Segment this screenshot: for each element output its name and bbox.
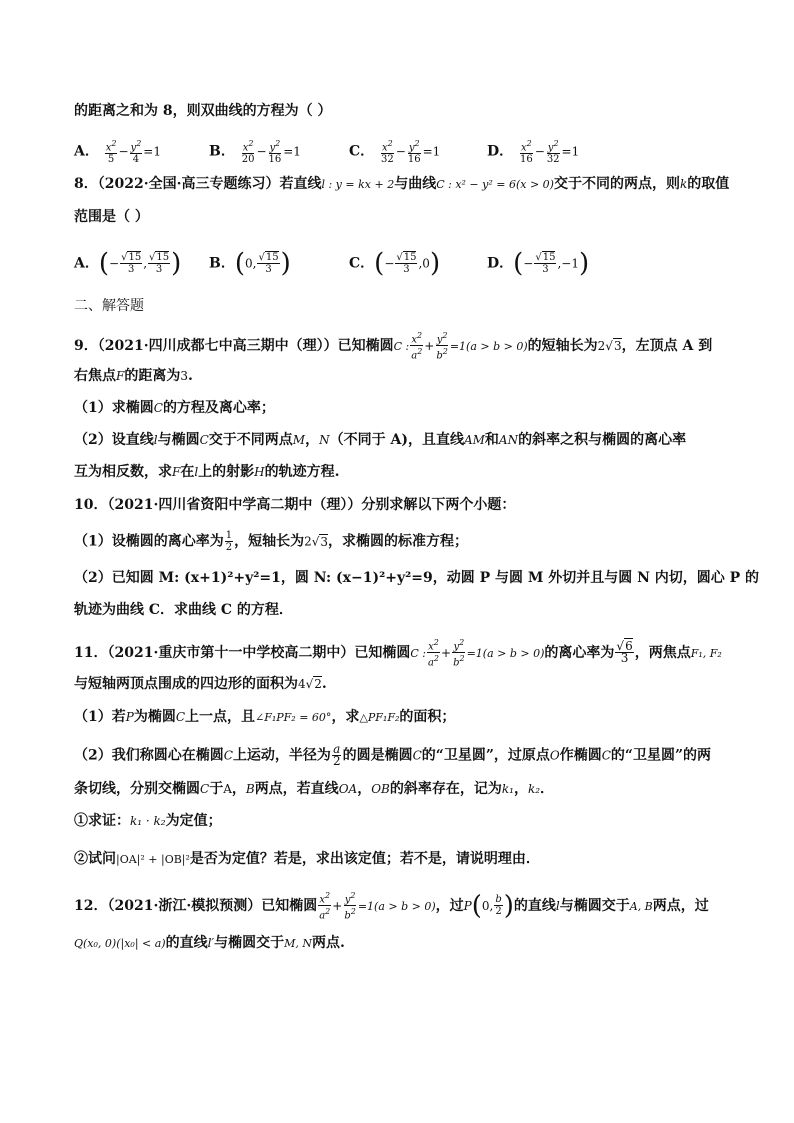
q8-option-d: D．(− $\frac{√15}{3}$ ,−1) [487,248,590,279]
q7-tail-text: 的距离之和为 8，则双曲线的方程为（ ） [74,103,332,119]
q11-part-2-line-1: （2）我们称圆心在椭圆C上运动，半径为 $\frac{a}{2}$ 的圆是椭圆C的“卫星圆”，过原点O作椭圆C的“卫星圆”的两 [74,742,712,768]
q8-option-b: B．(0, $\frac{√15}{3}$ ) [209,248,291,279]
q7-option-c: C． $\frac{x^2}{32}$ − $\frac{y^2}{16}$ =1 [349,139,441,166]
q11-line-2: 与短轴两顶点围成的四边形的面积为4√2. [74,676,327,692]
q9-line-2: 右焦点F的距离为3. [74,368,193,384]
q11-sub-1: ①求证：k₁ · k₂为定值； [74,813,222,829]
q11-line-1: 11．（2021·重庆市第十一中学校高二期中）已知椭圆C : $\frac{x^2}{a^2}$ + $\frac{y^2}{b^2}$ =1(a > b > 0)的离心率为 $\frac{√6}{3}$ ，两焦点F₁, F₂ [74,638,722,669]
q12-line-1: 12．（2021·浙江·模拟预测）已知椭圆 $\frac{x^2}{a^2}$ + $\frac{y^2}{b^2}$ =1(a > b > 0)，过P(0, $\frac{b}{2}$ )的直线l与椭圆交于A, B两点，过 [74,890,709,922]
q8-option-c: C．(− $\frac{√15}{3}$ ,0) [349,248,441,279]
q7-option-d: D． $\frac{x^2}{16}$ − $\frac{y^2}{32}$ =1 [487,139,580,166]
q10-head: 10．（2021·四川省资阳中学高二期中（理））分别求解以下两个小题： [74,497,516,513]
section-heading: 二、解答题 [74,298,144,314]
q10-part-2-line-1: （2）已知圆 M: (x+1)²+y²=1，圆 N: (x−1)²+y²=9，动圆 P 与圆 M 外切并且与圆 N 内切，圆心 P 的 [74,570,760,586]
q10-part-1: （1）设椭圆的离心率为 $\frac{1}{2}$ ，短轴长为2√3，求椭圆的标准方程； [74,530,469,553]
q8-line-1: 8．（2022·全国·高三专题练习）若直线l : y = kx + 2与曲线C : x² − y² = 6(x > 0)交于不同的两点，则k的取值 [74,176,730,192]
q7-option-b: B． $\frac{x^2}{20}$ − $\frac{y^2}{16}$ =1 [209,139,301,166]
q8-option-a: A．(− $\frac{√15}{3}$ , $\frac{√15}{3}$ ) [74,248,182,279]
q9-part-2-line-2: 互为相反数，求F在l上的射影H的轨迹方程. [74,464,340,480]
q9-part-2-line-1: （2）设直线l与椭圆C交于不同两点M，N（不同于 A)，且直线AM和AN的斜率之积与椭圆的离心率 [74,432,687,448]
q7-option-a: A． $\frac{x^2}{5}$ − $\frac{y^2}{4}$ =1 [74,139,161,166]
q10-part-2-line-2: 轨迹为曲线 C．求曲线 C 的方程． [74,602,293,618]
q11-part-2-line-2: 条切线，分别交椭圆C于A，B两点，若直线OA，OB的斜率存在，记为k₁，k₂． [74,781,555,797]
q11-sub-2: ②试问|OA|² + |OB|²是否为定值？若是，求出该定值；若不是，请说明理由． [74,851,540,867]
q8-line-2: 范围是（ ） [74,209,149,225]
q12-line-2: Q(x₀, 0)(|x₀| < a)的直线l′与椭圆交于M, N两点. [74,935,345,951]
q11-part-1: （1）若P为椭圆C上一点，且∠F₁PF₂ = 60°，求△PF₁F₂的面积； [74,709,456,725]
q9-part-1: （1）求椭圆C的方程及离心率； [74,400,275,416]
q9-line-1: 9．（2021·四川成都七中高三期中（理））已知椭圆C : $\frac{x^2}{a^2}$ + $\frac{y^2}{b^2}$ =1(a > b > 0)的短轴长为2√3，左顶点 A 到 [74,331,713,362]
